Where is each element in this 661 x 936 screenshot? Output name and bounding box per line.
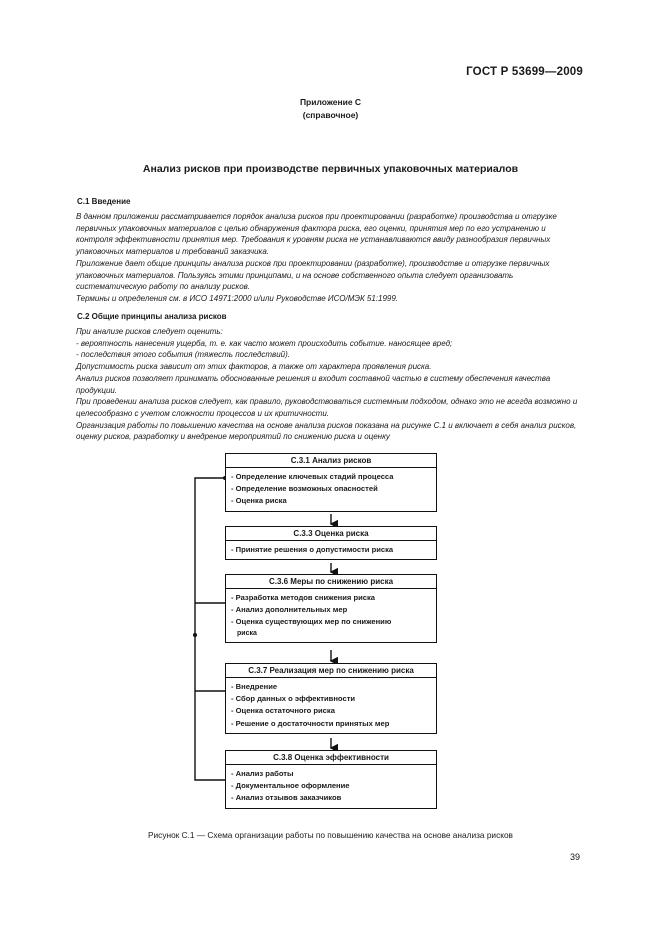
paragraph: Приложение дает общие принципы анализа рисков при проектировании (разработке), производстве и отгрузке первичных упаковочных материалов. Пользуясь этими принципами, и на основе собственного опыта следует организовать систематическую работу по анализу рисков. bbox=[76, 258, 550, 292]
box-item: - Оценка существующих мер по снижению bbox=[231, 617, 392, 627]
paragraph: В данном приложении рассматривается порядок анализа рисков при проектировании (разработке) производства и отгрузке первичных упаковочных материалов с целью обнаружения фактора риска, его оценки, принятия мер по его устранению и контроля эффективности принятия мер. Требования к уровням риска не устанавливаются ввиду разнообразия первичных упаковочных материалов и требований заказчика. bbox=[76, 212, 557, 257]
box-item: - Внедрение bbox=[231, 682, 278, 691]
box-item: - Разработка методов снижения риска bbox=[231, 593, 376, 602]
box-item: - Документальное оформление bbox=[231, 781, 350, 791]
list-item: - последствия этого события (тяжесть последствий). bbox=[76, 350, 290, 360]
box-item: - Определение ключевых стадий процесса bbox=[231, 472, 394, 481]
box-title: С.3.1 Анализ рисков bbox=[226, 454, 436, 468]
box-item: - Оценка остаточного риска bbox=[231, 706, 335, 716]
flow-box-implementation bbox=[225, 663, 437, 734]
section-2-heading: С.2 Общие принципы анализа рисков bbox=[77, 312, 227, 321]
standard-id: ГОСТ Р 53699—2009 bbox=[466, 66, 583, 78]
box-item: - Анализ работы bbox=[231, 769, 294, 778]
appendix-note: (справочное) bbox=[302, 110, 359, 120]
paragraph: Организация работы по повышению качества на основе анализа рисков показана на рисунке С.1 и включает в себя анализ рисков, оценку рисков, разработку и внедрение мероприятий по снижению риска и оценку bbox=[76, 420, 577, 442]
flow-box-effectiveness bbox=[225, 750, 437, 809]
box-item: - Оценка риска bbox=[231, 496, 287, 506]
box-item: - Анализ отзывов заказчиков bbox=[231, 793, 342, 803]
document-title: Анализ рисков при производстве первичных упаковочных материалов bbox=[142, 163, 519, 175]
box-item: - Сбор данных о эффективности bbox=[231, 694, 356, 704]
flow-box-risk-reduction bbox=[225, 574, 437, 643]
box-item: - Анализ дополнительных мер bbox=[231, 605, 348, 615]
list-item: - вероятность нанесения ущерба, т. е. как часто может происходить событие. наносящее вред; bbox=[76, 338, 453, 348]
box-title: С.3.6 Меры по снижению риска bbox=[226, 575, 436, 589]
appendix-title: Приложение С bbox=[299, 97, 362, 107]
box-item-continuation: риска bbox=[237, 629, 257, 637]
box-title: С.3.8 Оценка эффективности bbox=[226, 751, 436, 765]
page-number: 39 bbox=[570, 852, 581, 862]
flow-box-risk-analysis bbox=[225, 453, 437, 512]
box-item: - Принятие решения о допустимости риска bbox=[231, 545, 394, 554]
box-item: - Определение возможных опасностей bbox=[231, 484, 378, 494]
figure-caption: Рисунок С.1 — Схема организации работы по повышению качества на основе анализа рисков bbox=[148, 830, 513, 840]
paragraph: При анализе рисков следует оценить: bbox=[76, 327, 223, 336]
paragraph: Допустимость риска зависит от этих факторов, а также от характера проявления риска. bbox=[76, 362, 432, 372]
flow-box-risk-evaluation bbox=[225, 526, 437, 560]
section-1-heading: С.1 Введение bbox=[77, 197, 131, 206]
paragraph: Анализ рисков позволяет принимать обоснованные решения и входит составной частью в систему обеспечения качества продукции. bbox=[76, 373, 551, 395]
box-title: С.3.3 Оценка риска bbox=[226, 527, 436, 541]
junction-dot bbox=[193, 633, 197, 637]
box-item: - Решение о достаточности принятых мер bbox=[231, 718, 390, 728]
box-title: С.3.7 Реализация мер по снижению риска bbox=[226, 664, 436, 678]
paragraph: При проведении анализа рисков следует, как правило, руководствоваться системным подходом, однако это не всегда возможно и целесообразно с учетом сложности процессов и их критичности. bbox=[76, 397, 578, 418]
paragraph: Термины и определения см. в ИСО 14971:2000 и/или Руководстве ИСО/МЭК 51:1999. bbox=[76, 293, 399, 303]
feedback-loop-line bbox=[195, 478, 225, 780]
